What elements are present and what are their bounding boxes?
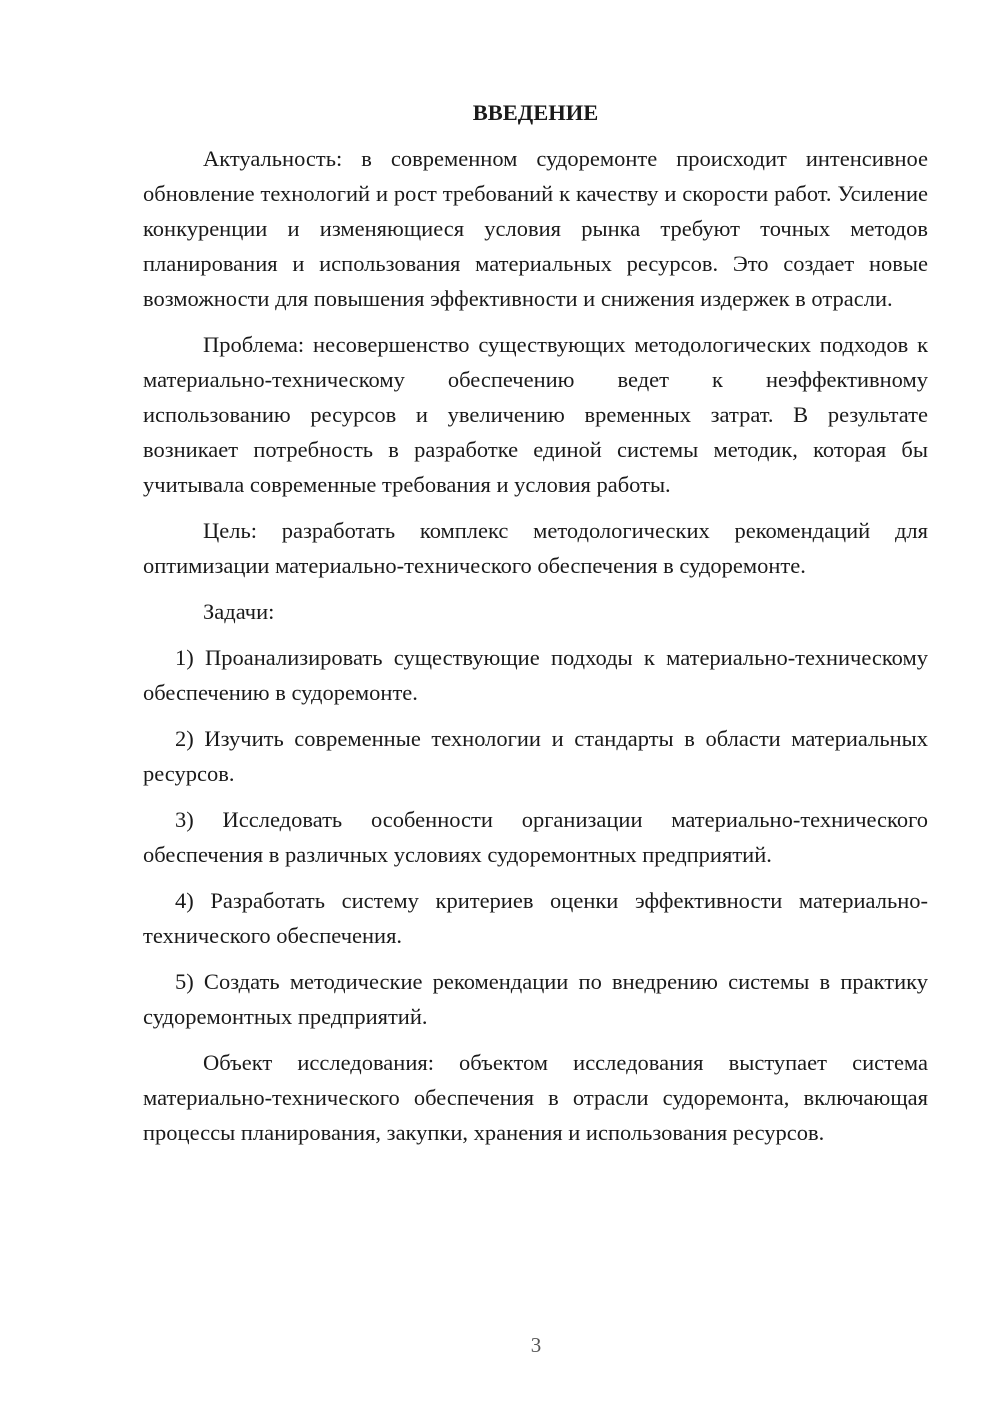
- task-item-3: 3) Исследовать особенности организации материально-технического обеспечения в различных условиях судоремонтных предприятий.: [143, 807, 928, 867]
- paragraph-relevance: Актуальность: в современном судоремонте происходит интенсивное обновление технологий и рост требований к качеству и скорости работ. Усиление конкуренции и изменяющиеся условия рынка требуют точных методов планирования и использования материальных ресурсов. Это создает новые возможности для повышения эффективности и снижения издержек в отрасли.: [143, 146, 928, 311]
- document-body: [143, 95, 928, 1161]
- task-item-5: 5) Создать методические рекомендации по внедрению системы в практику судоремонтных предприятий.: [143, 969, 928, 1029]
- paragraph-problem: Проблема: несовершенство существующих методологических подходов к материально-техническому обеспечению ведет к неэффективному использованию ресурсов и увеличению временных затрат. В результате возникает потребность в разработке единой системы методик, которая бы учитывала современные требования и условия работы.: [143, 332, 928, 497]
- paragraph-goal: Цель: разработать комплекс методологических рекомендаций для оптимизации материально-технического обеспечения в судоремонте.: [143, 518, 928, 578]
- paragraph-object: Объект исследования: объектом исследования выступает система материально-технического обеспечения в отрасли судоремонта, включающая процессы планирования, закупки, хранения и использования ресурсов.: [143, 1050, 928, 1145]
- task-item-1: 1) Проанализировать существующие подходы к материально-техническому обеспечению в судоремонте.: [143, 645, 928, 705]
- page-number: 3: [530, 1333, 542, 1357]
- paragraph-tasks-heading: Задачи:: [203, 599, 275, 624]
- section-title: ВВЕДЕНИЕ: [472, 100, 599, 125]
- task-item-4: 4) Разработать систему критериев оценки эффективности материально-технического обеспечения.: [143, 888, 928, 948]
- task-item-2: 2) Изучить современные технологии и стандарты в области материальных ресурсов.: [143, 726, 928, 786]
